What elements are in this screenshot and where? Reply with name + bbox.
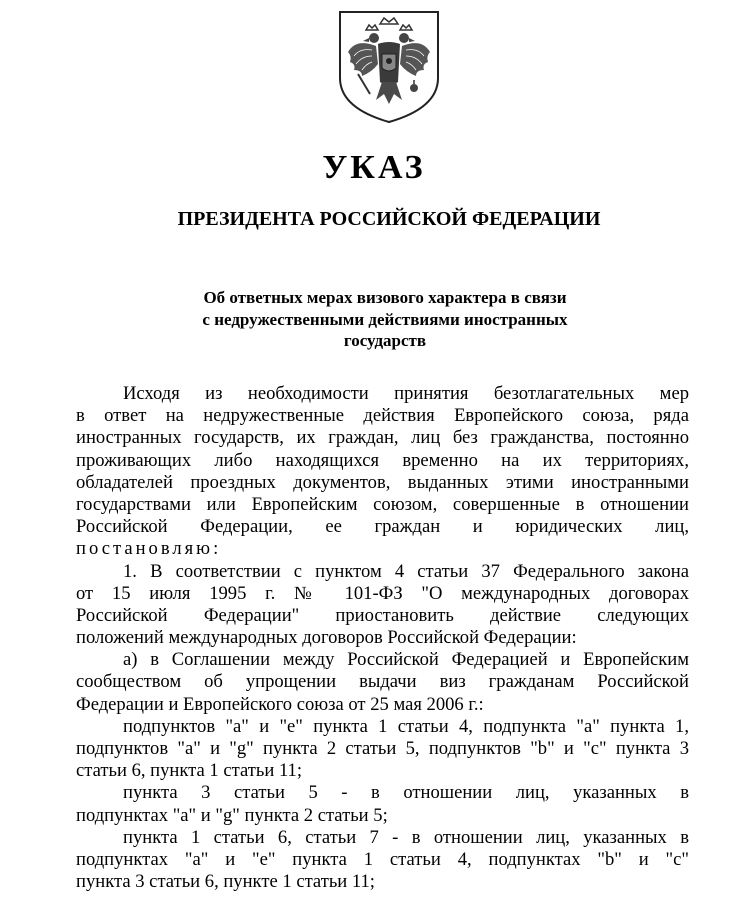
body-line: сообществом об упрощении выдачи виз гражданам Российской — [76, 671, 689, 693]
body-line: пункта 1 статьи 6, статьи 7 - в отношении лиц, указанных в — [123, 826, 689, 848]
body-line: а) в Соглашении между Российской Федерацией и Европейским — [123, 649, 689, 671]
body-line: Федерации и Европейского союза от 25 мая 2006 г.: — [76, 693, 484, 715]
body-line: подпунктах "a" и "e" пункта 1 статьи 4, подпунктах "b" и "c" — [76, 848, 689, 870]
body-line: обладателей проездных документов, выданных этими иностранными — [76, 471, 689, 493]
state-emblem-icon — [336, 8, 442, 126]
body-line: подпунктов "a" и "g" пункта 2 статьи 5, подпунктов "b" и "c" пункта 3 — [76, 738, 689, 759]
heading-line: Об ответных мерах визового характера в связи — [203, 288, 567, 307]
heading-line: с недружественными действиями иностранных — [202, 309, 568, 329]
body-line: Исходя из необходимости принятия безотлагательных мер — [123, 383, 689, 404]
body-line: государствами или Европейским союзом, совершенные в отношении — [76, 493, 689, 515]
body-line: Российской Федерации" приостановить действие следующих — [76, 604, 689, 626]
body-line: пункта 3 статьи 5 - в отношении лиц, указанных в — [123, 782, 689, 804]
body-line: 1. В соответствии с пунктом 4 статьи 37 Федерального закона — [123, 560, 689, 582]
body-line: в ответ на недружественные действия Европейского союза, ряда — [76, 405, 689, 427]
body-line: подпунктов "a" и "e" пункта 1 статьи 4, подпункта "a" пункта 1, — [123, 715, 689, 737]
decree-body — [76, 383, 689, 893]
body-line: статьи 6, пункта 1 статьи 11; — [76, 760, 303, 782]
body-line: иностранных государств, их граждан, лиц без гражданства, постоянно — [76, 427, 689, 449]
body-line: подпунктах "a" и "g" пункта 2 статьи 5; — [76, 804, 388, 826]
decree-title: УКАЗ — [322, 149, 426, 186]
body-line: от 15 июля 1995 г. № 101-ФЗ "О международных договорах — [76, 582, 689, 604]
decree-heading — [120, 287, 650, 352]
body-line: постановляю: — [76, 538, 222, 560]
body-line: положений международных договоров Российской Федерации: — [76, 627, 577, 649]
body-line: пункта 3 статьи 6, пункте 1 статьи 11; — [76, 871, 375, 893]
decree-subtitle: ПРЕЗИДЕНТА РОССИЙСКОЙ ФЕДЕРАЦИИ — [177, 208, 601, 230]
body-line: Российской Федерации, ее граждан и юридических лиц, — [76, 516, 689, 538]
body-line: проживающих либо находящихся временно на их территориях, — [76, 449, 689, 471]
heading-line: государств — [343, 331, 427, 350]
